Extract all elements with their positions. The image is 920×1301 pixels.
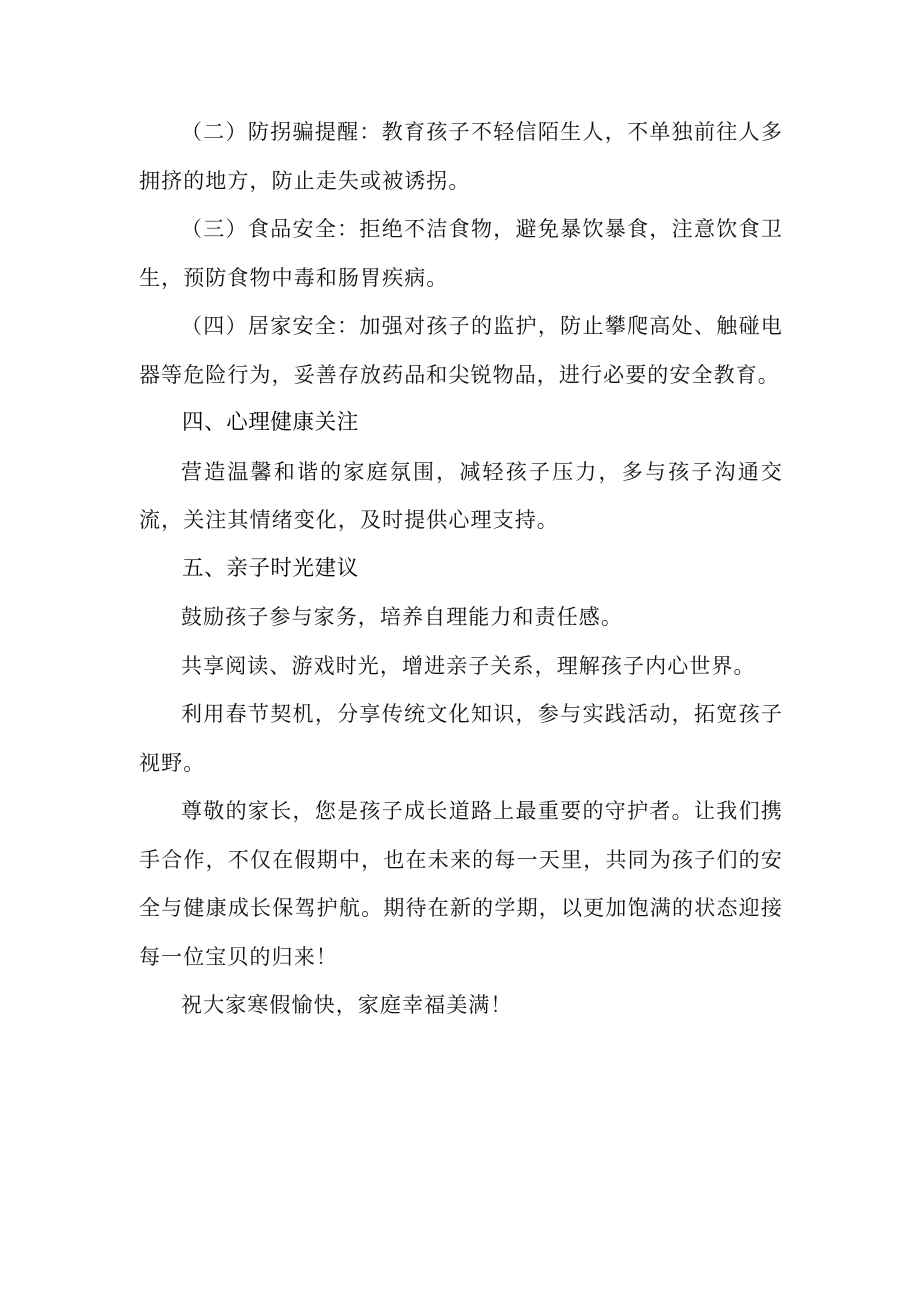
section-heading-family-time: 五、亲子时光建议: [182, 555, 359, 581]
paragraph-mental-health: 营造温馨和谐的家庭氛围，减轻孩子压力，多与孩子沟通交流，关注其情绪变化，及时提供心理支持。: [139, 459, 783, 532]
document-body: [139, 108, 783, 1030]
paragraph-closing-message: 尊敬的家长，您是孩子成长道路上最重要的守护者。让我们携手合作，不仅在假期中，也在未来的每一天里，共同为孩子们的安全与健康成长保驾护航。期待在新的学期，以更加饱满的状态迎接每一位宝贝的归来！: [139, 799, 783, 969]
paragraph-reading-games: 共享阅读、游戏时光，增进亲子关系，理解孩子内心世界。: [181, 653, 756, 678]
paragraph-anti-abduction: （二）防拐骗提醒：教育孩子不轻信陌生人，不单独前往人多拥挤的地方，防止走失或被诱拐。: [139, 120, 783, 193]
paragraph-housework: 鼓励孩子参与家务，培养自理能力和责任感。: [181, 605, 623, 629]
paragraph-home-safety: （四）居家安全：加强对孩子的监护，防止攀爬高处、触碰电器等危险行为，妥善存放药品和尖锐物品，进行必要的安全教育。: [139, 314, 783, 387]
section-heading-mental-health: 四、心理健康关注: [182, 410, 359, 435]
paragraph-spring-festival: 利用春节契机，分享传统文化知识，参与实践活动，拓宽孩子视野。: [139, 702, 783, 775]
paragraph-food-safety: （三）食品安全：拒绝不洁食物，避免暴饮暴食，注意饮食卫生，预防食物中毒和肠胃疾病。: [139, 217, 783, 290]
paragraph-greeting: 祝大家寒假愉快，家庭幸福美满！: [181, 993, 513, 1017]
